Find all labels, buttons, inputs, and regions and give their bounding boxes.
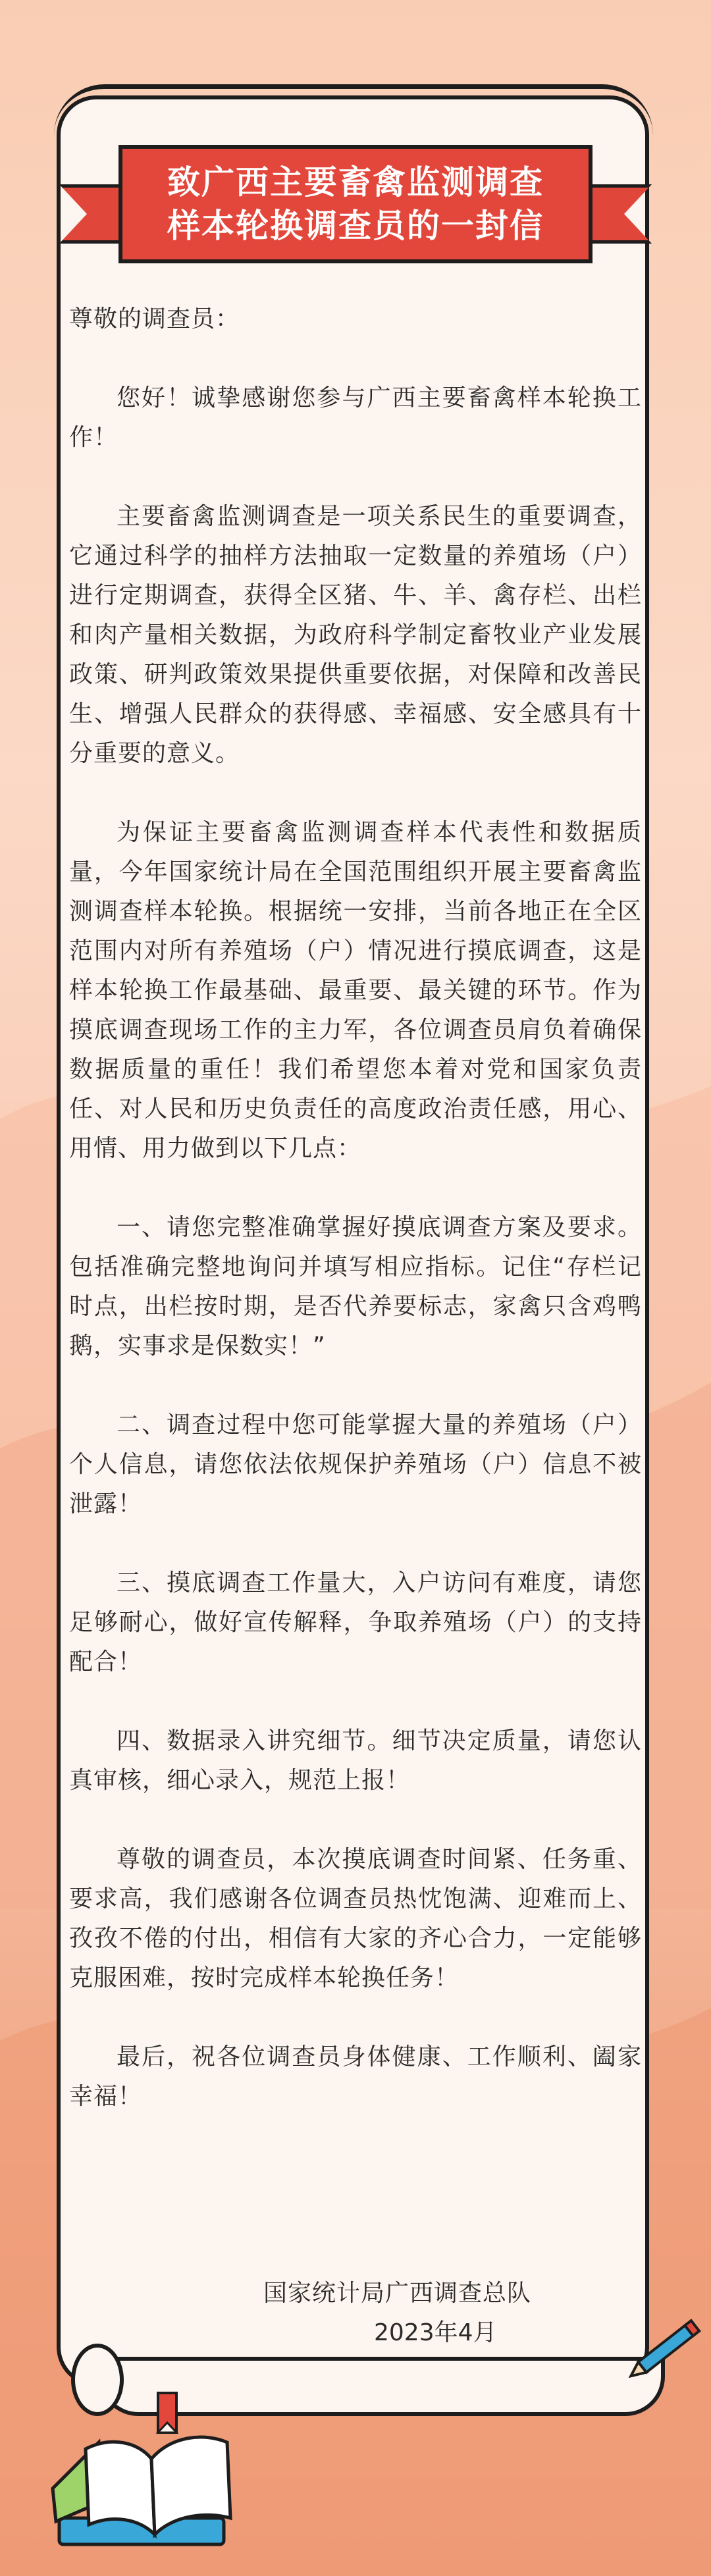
- paragraph-point-1: 一、请您完整准确掌握好摸底调查方案及要求。包括准确完整地询问并填写相应指标。记住“存栏记时点，出栏按时期，是否代养要标志，家禽只含鸡鸭鹅，实事求是保数实！”: [69, 1214, 642, 1359]
- paragraph-closing: 最后，祝各位调查员身体健康、工作顺利、阖家幸福！: [69, 2043, 642, 2110]
- paragraph-point-2: 二、调查过程中您可能掌握大量的养殖场（户）个人信息，请您依法依规保护养殖场（户）信息不被泄露！: [69, 1411, 642, 1517]
- title-line-2: 样本轮换调查员的一封信: [167, 207, 544, 245]
- signature-date: 2023年4月: [374, 2319, 497, 2346]
- paragraph-greeting: 您好！诚挚感谢您参与广西主要畜禽样本轮换工作！: [69, 384, 642, 451]
- title-banner: [59, 138, 652, 270]
- signature-org: 国家统计局广西调查总队: [263, 2280, 532, 2307]
- paragraph-thanks: 尊敬的调查员，本次摸底调查时间紧、任务重、要求高，我们感谢各位调查员热忱饱满、迎难而上、孜孜不倦的付出，相信有大家的齐心合力，一定能够克服困难，按时完成样本轮换任务！: [69, 1846, 642, 1991]
- paragraph-rotation: 为保证主要畜禽监测调查样本代表性和数据质量，今年国家统计局在全国范围组织开展主要畜禽监测调查样本轮换。根据统一安排，当前各地正在全区范围内对所有养殖场（户）情况进行摸底调查，这是样本轮换工作最基础、最重要、最关键的环节。作为摸底调查现场工作的主力军，各位调查员肩负着确保数据质量的重任！我们希望您本着对党和国家负责任、对人民和历史负责任的高度政治责任感，用心、用情、用力做到以下几点：: [69, 819, 642, 1162]
- banner-body: [118, 145, 592, 263]
- open-book-icon: [40, 2370, 250, 2561]
- paragraph-importance: 主要畜禽监测调查是一项关系民生的重要调查，它通过科学的抽样方法抽取一定数量的养殖场（户）进行定期调查，获得全区猪、牛、羊、禽存栏、出栏和肉产量相关数据，为政府科学制定畜牧业产业发展政策、研判政策效果提供重要依据，对保障和改善民生、增强人民群众的获得感、幸福感、安全感具有十分重要的意义。: [69, 503, 642, 767]
- paragraph-point-4: 四、数据录入讲究细节。细节决定质量，请您认真审核，细心录入，规范上报！: [69, 1727, 642, 1794]
- title-line-1: 致广西主要畜禽监测调查: [167, 163, 544, 201]
- salutation: 尊敬的调查员：: [69, 305, 240, 332]
- letter-body: [69, 300, 642, 2156]
- pencil-icon: [629, 2311, 708, 2383]
- paragraph-point-3: 三、摸底调查工作量大，入户访问有难度，请您足够耐心，做好宣传解释，争取养殖场（户）的支持配合！: [69, 1569, 642, 1675]
